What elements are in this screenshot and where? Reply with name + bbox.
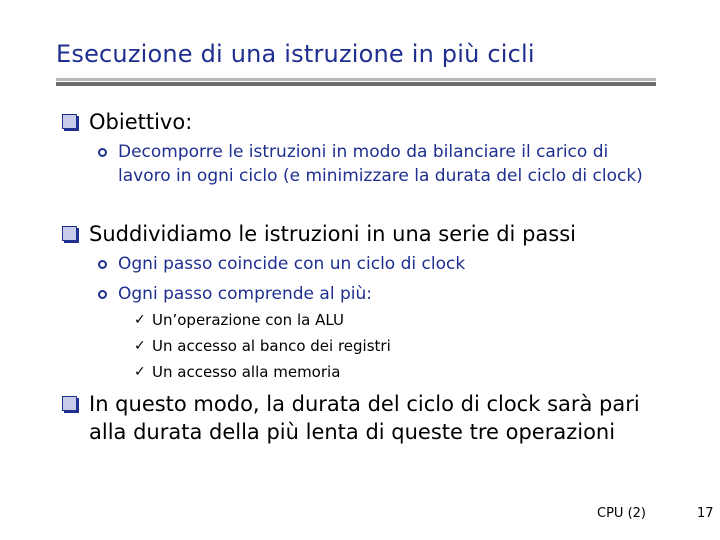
bullet-2-text: Suddividiamo le istruzioni in una serie di passi xyxy=(89,222,576,246)
bullet-1-1-text: Decomporre le istruzioni in modo da bilanciare il carico di lavoro in ogni ciclo (e minimizzare la durata del ciclo di clock) xyxy=(118,142,643,186)
bullet-1-1 xyxy=(98,140,658,188)
title-rule xyxy=(56,78,656,86)
bullet-2-2-3 xyxy=(134,361,340,383)
bullet-3 xyxy=(62,390,642,446)
checkmark-icon: ✓ xyxy=(134,364,146,380)
square-bullet-icon xyxy=(62,226,77,241)
checkmark-icon: ✓ xyxy=(134,312,146,328)
bullet-2 xyxy=(62,220,662,248)
bullet-2-1 xyxy=(98,252,658,276)
bullet-2-1-text: Ogni passo coincide con un ciclo di clock xyxy=(118,254,466,274)
bullet-3-text: In questo modo, la durata del ciclo di clock sarà pari alla durata della più lenta di queste tre operazioni xyxy=(89,392,640,444)
slide-title: Esecuzione di una istruzione in più cicli xyxy=(56,40,535,68)
page-number: 17 xyxy=(697,506,714,521)
checkmark-icon: ✓ xyxy=(134,338,146,354)
bullet-2-2-1-text: Un’operazione con la ALU xyxy=(152,311,344,329)
circle-bullet-icon xyxy=(98,148,107,157)
bullet-1 xyxy=(62,108,662,136)
bullet-1-text: Obiettivo: xyxy=(89,110,193,134)
bullet-2-2 xyxy=(98,282,658,306)
bullet-2-2-3-text: Un accesso alla memoria xyxy=(152,363,341,381)
bullet-2-2-text: Ogni passo comprende al più: xyxy=(118,284,372,304)
footer-label: CPU (2) xyxy=(597,506,646,521)
square-bullet-icon xyxy=(62,114,77,129)
bullet-2-2-1 xyxy=(134,309,344,331)
bullet-2-2-2 xyxy=(134,335,391,357)
circle-bullet-icon xyxy=(98,260,107,269)
circle-bullet-icon xyxy=(98,290,107,299)
bullet-2-2-2-text: Un accesso al banco dei registri xyxy=(152,337,391,355)
square-bullet-icon xyxy=(62,396,77,411)
